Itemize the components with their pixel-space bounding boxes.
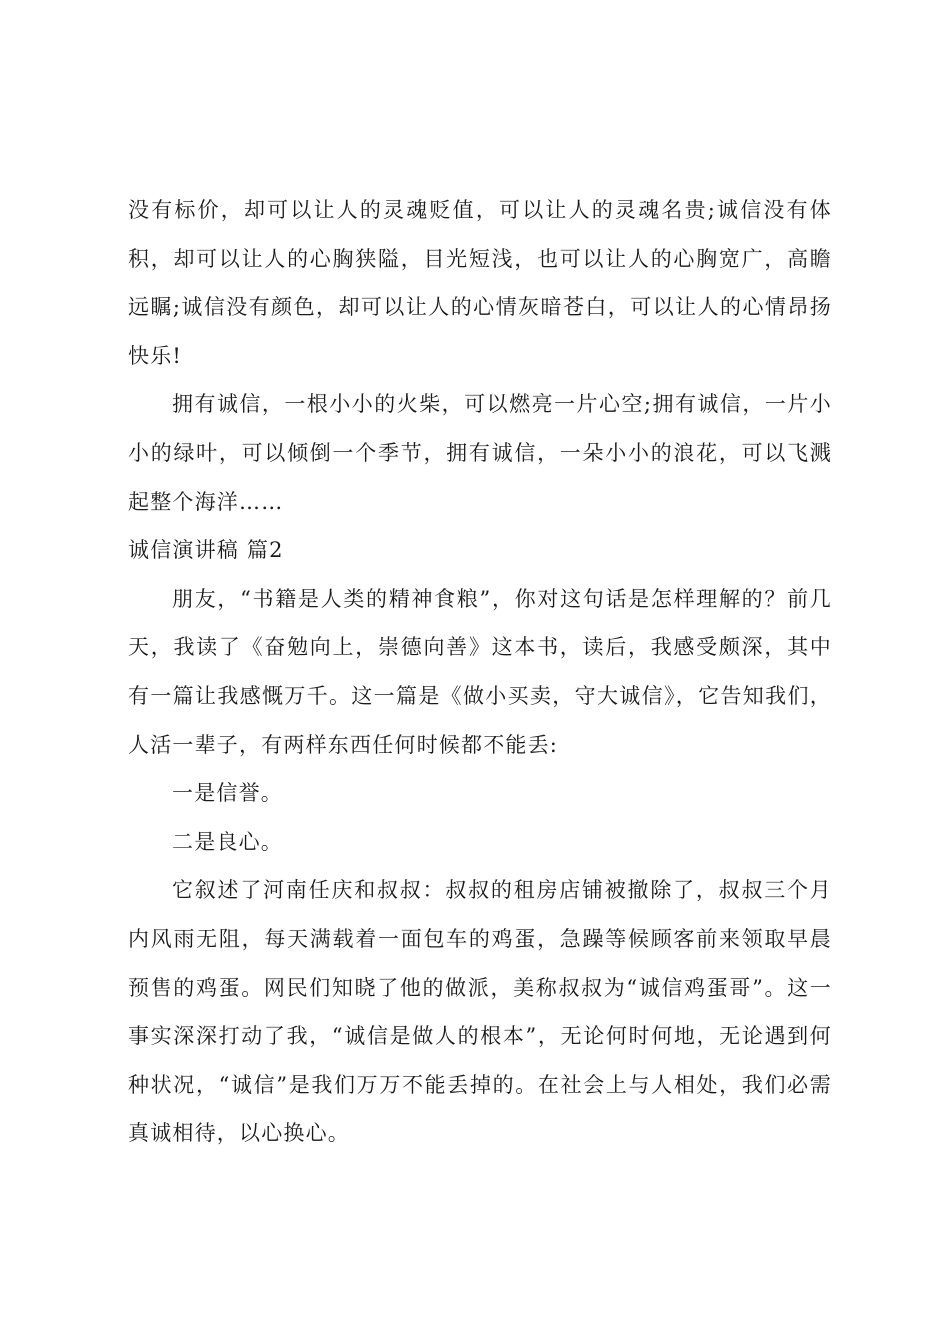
paragraph-egg-story: 它叙述了河南任庆和叔叔：叔叔的租房店铺被撤除了，叔叔三个月内风雨无阻，每天满载着一面包车的鸡蛋，急躁等候顾客前来领取早晨预售的鸡蛋。网民们知晓了他的做派，美称叔叔为“诚信鸡蛋哥”。这一事实深深打动了我，“诚信是做人的根本”，无论何时何地，无论遇到何种状况，“诚信”是我们万万不能丢掉的。在社会上与人相处，我们必需真诚相待，以心换心。 (128, 878, 832, 1146)
paragraph-having-honesty: 拥有诚信，一根小小的火柴，可以燃亮一片心空;拥有诚信，一片小小的绿叶，可以倾倒一个季节，拥有诚信，一朵小小的浪花，可以飞溅起整个海洋…… (128, 392, 832, 514)
paragraph-friend-book: 朋友，“书籍是人类的精神食粮”，你对这句话是怎样理解的？前几天，我读了《奋勉向上，崇德向善》这本书，读后，我感受颇深，其中有一篇让我感慨万千。这一篇是《做小买卖，守大诚信》，它告知我们，人活一辈子，有两样东西任何时候都不能丢: (128, 586, 832, 757)
paragraph-credit: 一是信誉。 (172, 781, 283, 806)
section-heading: 诚信演讲稿 篇2 (128, 538, 284, 563)
paragraph-honesty-value: 没有标价，却可以让人的灵魂贬值，可以让人的灵魂名贵;诚信没有体积，却可以让人的心胸狭隘，目光短浅，也可以让人的心胸宽广，高瞻远瞩;诚信没有颜色，却可以让人的心情灰暗苍白，可以让人的心情昂扬快乐! (128, 198, 832, 368)
paragraph-conscience: 二是良心。 (172, 829, 283, 854)
document-body (128, 186, 832, 1158)
